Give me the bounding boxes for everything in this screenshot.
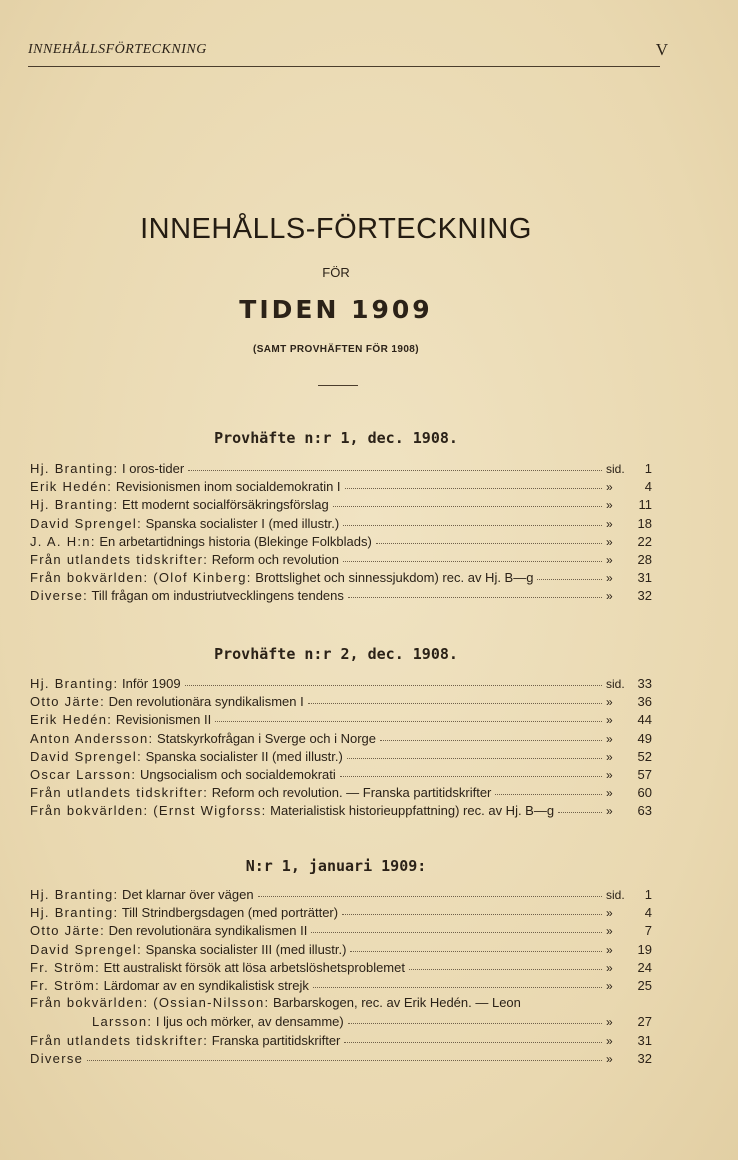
toc-entry-author: Erik Hedén: <box>30 479 113 495</box>
section-heading: Provhäfte n:r 1, dec. 1908. <box>214 429 458 447</box>
toc-entry-page: 4 <box>644 479 652 495</box>
title-subtitle: (SAMT PROVHÄFTEN FÖR 1908) <box>253 344 419 355</box>
toc-entry-author: Fr. Ström: <box>30 977 101 993</box>
dot-leader <box>87 1047 602 1061</box>
dot-leader <box>340 763 602 777</box>
toc-entry-author: Diverse <box>30 1050 84 1066</box>
toc-entry-page-label: » <box>606 1051 613 1066</box>
toc-entry-page: 44 <box>637 712 652 728</box>
toc-entry-text <box>30 803 554 818</box>
toc-entry-title: Statskyrkofrågan i Sverge och i Norge <box>153 730 376 746</box>
toc-entry-page-label: » <box>606 695 613 710</box>
toc-entry-page-label: » <box>606 516 613 531</box>
toc-entry-page-label: » <box>606 924 613 939</box>
toc-entry-page: 33 <box>637 676 652 691</box>
toc-entry-page-label: » <box>606 480 613 495</box>
toc-entry-title: Till frågan om industriutvecklingens tendens <box>88 588 344 604</box>
toc-entry-text <box>30 1033 340 1048</box>
toc-entry-page-label: » <box>606 713 613 728</box>
toc-entry-page: 32 <box>637 1050 652 1066</box>
toc-entry-page: 36 <box>637 694 652 710</box>
toc-entry-author: Fr. Ström: <box>30 959 101 975</box>
toc-entry-page: 60 <box>637 785 652 801</box>
toc-entry-title: Spanska socialister I (med illustr.) <box>142 515 340 531</box>
toc-entry-page: 1 <box>644 887 652 902</box>
toc-entry-page-label: » <box>606 731 613 746</box>
toc-entry <box>30 801 652 819</box>
toc-entry-text <box>30 978 309 993</box>
dot-leader <box>342 901 602 915</box>
toc-entry-title: Brottslighet och sinnessjukdom) rec. av Hj. B—g <box>251 570 534 586</box>
dot-leader <box>348 584 602 598</box>
toc-entry <box>30 1049 652 1067</box>
page-title: INNEHÅLLS-FÖRTECKNING <box>140 213 532 245</box>
dot-leader <box>348 1010 602 1024</box>
toc-entry-author: Hj. Branting: <box>30 676 119 691</box>
dot-leader <box>558 799 602 813</box>
toc-entry-title: I ljus och mörker, av densamme) <box>152 1014 344 1030</box>
dot-leader <box>525 992 602 1005</box>
dot-leader <box>345 475 602 489</box>
toc-entry-text <box>30 905 338 920</box>
toc-entry-page: 63 <box>637 803 652 819</box>
running-head-title: INNEHÅLLSFÖRTECKNING <box>28 42 207 57</box>
toc-entry-page: 11 <box>638 497 652 513</box>
toc-entry-title: Reform och revolution <box>208 551 339 567</box>
toc-entry-text <box>92 1014 344 1029</box>
toc-entry-author: Otto Järte: <box>30 694 105 710</box>
toc-entry-title: Ett australiskt försök att lösa arbetslöshetsproblemet <box>100 959 405 975</box>
toc-entry-text <box>30 516 339 531</box>
dot-leader <box>308 690 602 704</box>
toc-entry-page-label: » <box>606 534 613 549</box>
toc-entry-text <box>30 995 521 1010</box>
toc-entry-page: 32 <box>637 588 652 604</box>
toc-entry-text <box>30 923 307 938</box>
toc-entry-page-label: sid. <box>606 677 625 691</box>
toc-entry-text <box>30 731 376 746</box>
toc-entry-author: Anton Andersson: <box>30 730 154 746</box>
toc-entry-page-label: » <box>606 749 613 764</box>
page-number: V <box>655 40 668 59</box>
toc-entry-text <box>30 479 341 494</box>
toc-list <box>30 459 652 605</box>
toc-entry-title: Till Strindbergsdagen (med porträtter) <box>118 905 339 921</box>
toc-entry-title: Inför 1909 <box>118 676 181 691</box>
toc-entry-page-label: » <box>606 804 613 819</box>
toc-entry-author: David Sprengel: <box>30 748 142 764</box>
running-head <box>28 40 668 67</box>
toc-entry-title: Den revolutionära syndikalismen II <box>105 923 308 939</box>
toc-entry-author: Från utlandets tidskrifter: <box>30 785 209 801</box>
dot-leader <box>215 708 602 722</box>
toc-entry-page: 18 <box>637 515 652 531</box>
toc-entry-text <box>30 960 405 975</box>
toc-list <box>30 674 652 820</box>
toc-entry-page-label: » <box>606 552 613 567</box>
toc-entry-author: Från utlandets tidskrifter: <box>30 551 209 567</box>
toc-entry-page: 31 <box>637 570 652 586</box>
toc-entry-text <box>30 694 304 709</box>
toc-entry-title: En arbetartidnings historia (Blekinge Folkblads) <box>95 533 372 549</box>
toc-entry-page-label: » <box>606 571 613 586</box>
toc-entry-page: 1 <box>644 461 652 476</box>
dot-leader <box>495 781 602 795</box>
toc-entry-title: Reform och revolution. — Franska partitidskrifter <box>208 785 492 801</box>
toc-entry-author: Hj. Branting: <box>30 461 119 476</box>
toc-entry-page: 52 <box>637 748 652 764</box>
dot-leader <box>409 956 602 970</box>
toc-entry-page: 49 <box>637 730 652 746</box>
toc-entry-page: 4 <box>644 905 652 921</box>
toc-entry-author: Hj. Branting: <box>30 887 119 902</box>
toc-list <box>30 885 652 1067</box>
toc-entry-text <box>30 712 211 727</box>
toc-entry-author: J. A. H:n: <box>30 533 96 549</box>
toc-entry-author: Från bokvärlden: (Ernst Wigforss: <box>30 803 267 819</box>
dot-leader <box>537 566 602 580</box>
toc-entry-title: Ungsocialism och socialdemokrati <box>136 766 336 782</box>
dot-leader <box>344 1029 602 1043</box>
dot-leader <box>343 548 602 562</box>
dot-leader <box>258 883 602 897</box>
toc-entry-author: David Sprengel: <box>30 515 142 531</box>
publication-title: TIDEN 1909 <box>239 295 433 324</box>
dot-leader <box>343 512 602 526</box>
toc-entry-text <box>30 552 339 567</box>
toc-entry-text <box>30 497 329 512</box>
toc-entry <box>30 586 652 604</box>
toc-entry-text <box>30 785 491 800</box>
toc-entry-page: 24 <box>637 959 652 975</box>
toc-entry-title: Spanska socialister II (med illustr.) <box>142 748 343 764</box>
toc-entry-author: David Sprengel: <box>30 941 142 957</box>
toc-entry-text <box>30 1051 83 1066</box>
toc-entry-page: 22 <box>637 533 652 549</box>
toc-entry-page-label: » <box>606 906 613 921</box>
toc-entry-text <box>30 534 372 549</box>
toc-entry-page: 31 <box>637 1032 652 1048</box>
toc-entry-page-label: » <box>606 942 613 957</box>
toc-entry-title: Materialistisk historieuppfattning) rec. av Hj. B—g <box>266 803 555 819</box>
toc-entry-author: Hj. Branting: <box>30 497 119 513</box>
toc-entry-page-label: » <box>606 589 613 604</box>
toc-entry-text <box>30 767 336 782</box>
toc-entry-author: Från bokvärlden: (Olof Kinberg: <box>30 570 252 586</box>
dot-leader <box>350 938 602 952</box>
toc-entry-text <box>30 588 344 603</box>
dot-leader <box>313 974 602 988</box>
toc-entry-page-label: » <box>606 498 613 513</box>
toc-entry-title: Det klarnar över vägen <box>118 887 254 902</box>
toc-entry-author: Erik Hedén: <box>30 712 113 728</box>
toc-entry-page-label: sid. <box>606 462 625 476</box>
title-divider <box>318 385 358 386</box>
toc-entry-text <box>30 887 254 902</box>
section-heading: Provhäfte n:r 2, dec. 1908. <box>214 645 458 663</box>
section-heading: N:r 1, januari 1909: <box>245 857 427 875</box>
toc-entry-page: 19 <box>637 941 652 957</box>
toc-entry-page-label: sid. <box>606 888 625 902</box>
toc-entry-text <box>30 749 343 764</box>
dot-leader <box>188 457 602 471</box>
toc-entry-title: Revisionismen inom socialdemokratin I <box>112 479 341 495</box>
dot-leader <box>185 672 602 686</box>
dot-leader <box>347 745 602 759</box>
toc-entry-page-label: » <box>606 767 613 782</box>
toc-entry-author: Otto Järte: <box>30 923 105 939</box>
toc-entry-text <box>30 461 184 476</box>
toc-entry-page: 57 <box>637 766 652 782</box>
toc-entry-page-label: » <box>606 960 613 975</box>
toc-entry-title: Den revolutionära syndikalismen I <box>105 694 304 710</box>
toc-entry-author: Från bokvärlden: (Ossian-Nilsson: <box>30 995 270 1011</box>
dot-leader <box>380 727 602 741</box>
dot-leader <box>311 919 602 933</box>
dot-leader <box>333 493 602 507</box>
dot-leader <box>376 530 602 544</box>
toc-entry-author: Från utlandets tidskrifter: <box>30 1032 209 1048</box>
toc-entry-title: Spanska socialister III (med illustr.) <box>142 941 347 957</box>
toc-entry-page: 7 <box>644 923 652 939</box>
toc-entry-page: 27 <box>637 1014 652 1030</box>
toc-entry-page-label: » <box>606 1015 613 1030</box>
toc-entry-page: 25 <box>637 977 652 993</box>
toc-entry-text <box>30 570 533 585</box>
toc-entry-author: Hj. Branting: <box>30 905 119 921</box>
toc-entry-title: Ett modernt socialförsäkringsförslag <box>118 497 329 513</box>
toc-entry-page-label: » <box>606 1033 613 1048</box>
toc-entry-author: Diverse: <box>30 588 89 604</box>
toc-entry-title: Revisionismen II <box>112 712 212 728</box>
toc-entry-author: Oscar Larsson: <box>30 766 137 782</box>
toc-entry-title: Lärdomar av en syndikalistisk strejk <box>100 977 309 993</box>
title-for: FÖR <box>322 265 350 280</box>
toc-entry-text <box>30 942 346 957</box>
toc-entry-author: Larsson: <box>92 1014 153 1030</box>
toc-entry-page: 28 <box>637 551 652 567</box>
toc-entry-title: Barbarskogen, rec. av Erik Hedén. — Leon <box>269 995 521 1011</box>
toc-entry-title: I oros-tider <box>118 461 185 476</box>
toc-entry-page-label: » <box>606 786 613 801</box>
toc-entry-page-label: » <box>606 978 613 993</box>
toc-entry-title: Franska partitidskrifter <box>208 1032 341 1048</box>
toc-entry-text <box>30 676 181 691</box>
